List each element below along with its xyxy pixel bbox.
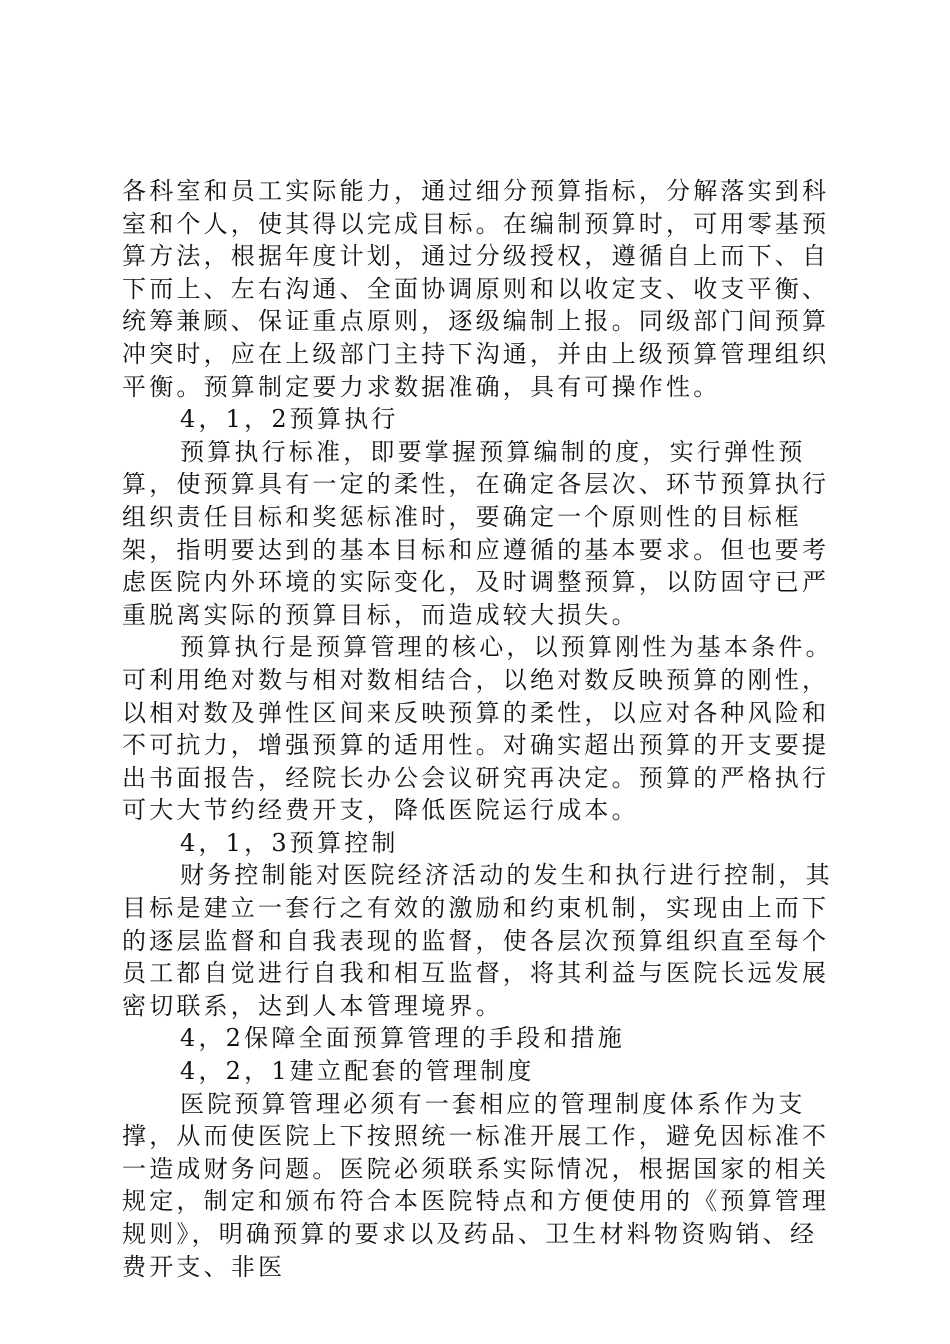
section-heading-4-1-3: 4，1，3预算控制	[180, 828, 399, 857]
paragraph: 预算执行是预算管理的核心，以预算刚性为基本条件。可利用绝对数与相对数相结合，以绝对数反映预算的刚性，以相对数及弹性区间来反映预算的柔性，以应对各种风险和不可抗力，增强预算的适用性。对确实超出预算的开支要提出书面报告，经院长办公会议研究再决定。预算的严格执行可大大节约经费开支，降低医院运行成本。	[122, 633, 833, 825]
paragraph: 预算执行标准，即要掌握预算编制的度，实行弹性预算，使预算具有一定的柔性，在确定各层次、环节预算执行组织责任目标和奖惩标准时，要确定一个原则性的目标框架，指明要达到的基本目标和应遵循的基本要求。但也要考虑医院内外环境的实际变化，及时调整预算，以防固守已严重脱离实际的预算目标，而造成较大损失。	[122, 437, 830, 629]
paragraph: 医院预算管理必须有一套相应的管理制度体系作为支撑，从而使医院上下按照统一标准开展工作，避免因标准不一造成财务问题。医院必须联系实际情况，根据国家的相关规定，制定和颁布符合本医院特点和方便使用的《预算管理规则》，明确预算的要求以及药品、卫生材料物资购销、经费开支、非医	[122, 1089, 830, 1281]
section-heading-4-2: 4，2保障全面预算管理的手段和措施	[180, 1024, 625, 1053]
section-heading-4-1-2: 4，1，2预算执行	[180, 405, 399, 434]
paragraph: 财务控制能对医院经济活动的发生和执行进行控制，其目标是建立一套行之有效的激励和约束机制，实现由上而下的逐层监督和自我表现的监督，使各层次预算组织直至每个员工都自觉进行自我和相互监督，将其利益与医院长远发展密切联系，达到人本管理境界。	[122, 861, 833, 1020]
document-body	[122, 175, 842, 1283]
paragraph-continued: 各科室和员工实际能力，通过细分预算指标，分解落实到科室和个人，使其得以完成目标。在编制预算时，可用零基预算方法，根据年度计划，通过分级授权，遵循自上而下、自下而上、左右沟通、全面协调原则和以收定支、收支平衡、统筹兼顾、保证重点原则，逐级编制上报。同级部门间预算冲突时，应在上级部门主持下沟通，并由上级预算管理组织平衡。预算制定要力求数据准确，具有可操作性。	[122, 177, 830, 401]
section-heading-4-2-1: 4，2，1建立配套的管理制度	[180, 1057, 535, 1086]
